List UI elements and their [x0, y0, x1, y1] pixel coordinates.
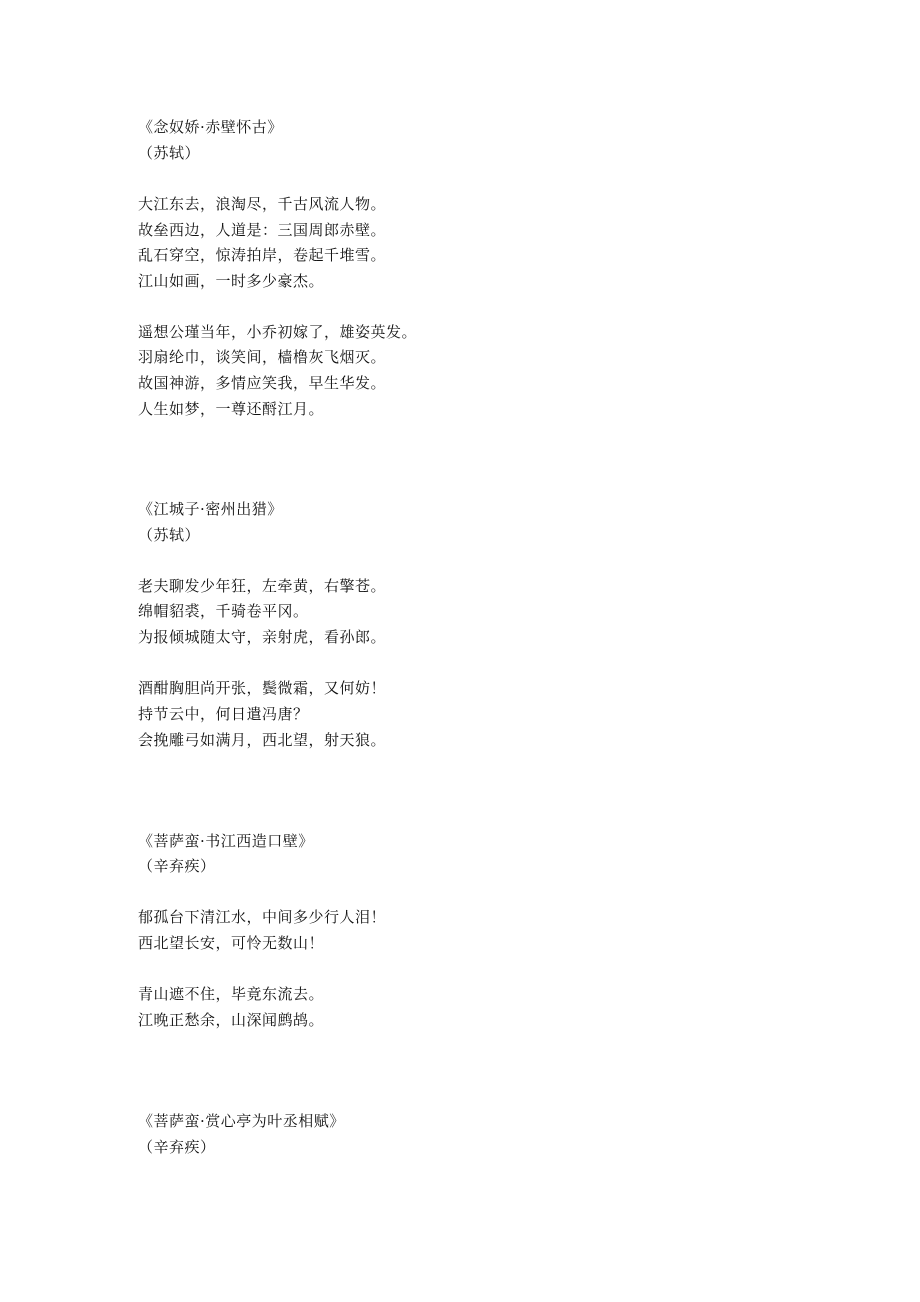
poem-line: 青山遮不住，毕竟东流去。	[138, 985, 325, 1003]
poem-line: 故垒西边，人道是：三国周郎赤壁。	[138, 221, 387, 239]
poem-line: 大江东去，浪淘尽，千古风流人物。	[138, 195, 387, 213]
poem-line: 西北望长安，可怜无数山！	[138, 934, 325, 952]
poem-line: 酒酣胸胆尚开张，鬓微霜，又何妨！	[138, 679, 387, 697]
poem-line: 绵帽貂裘，千骑卷平冈。	[138, 602, 309, 620]
poem-author: （辛弃疾）	[138, 857, 216, 875]
poem-author: （苏轼）	[138, 144, 201, 162]
poem-title: 《念奴娇·赤壁怀古》	[138, 118, 283, 136]
poem-line: 老夫聊发少年狂，左牵黄，右擎苍。	[138, 577, 387, 595]
poem-line: 人生如梦，一尊还酹江月。	[138, 400, 325, 418]
poem-line: 江晚正愁余，山深闻鹧鸪。	[138, 1011, 325, 1029]
poem-author: （苏轼）	[138, 526, 201, 544]
poem-title: 《菩萨蛮·书江西造口壁》	[138, 832, 314, 850]
poem-line: 羽扇纶巾，谈笑间，樯橹灰飞烟灭。	[138, 348, 387, 366]
poem-line: 故国神游，多情应笑我，早生华发。	[138, 374, 387, 392]
poem-title: 《江城子·密州出猎》	[138, 500, 283, 518]
poem-line: 为报倾城随太守，亲射虎，看孙郎。	[138, 628, 387, 646]
poem-line: 郁孤台下清江水，中间多少行人泪！	[138, 908, 387, 926]
poem-line: 遥想公瑾当年，小乔初嫁了，雄姿英发。	[138, 323, 418, 341]
poem-line: 乱石穿空，惊涛拍岸，卷起千堆雪。	[138, 246, 387, 264]
poem-line: 会挽雕弓如满月，西北望，射天狼。	[138, 731, 387, 749]
poem-line: 江山如画，一时多少豪杰。	[138, 272, 325, 290]
poem-author: （辛弃疾）	[138, 1138, 216, 1156]
poem-title: 《菩萨蛮·赏心亭为叶丞相赋》	[138, 1112, 345, 1130]
poem-line: 持节云中，何日遣冯唐？	[138, 705, 309, 723]
